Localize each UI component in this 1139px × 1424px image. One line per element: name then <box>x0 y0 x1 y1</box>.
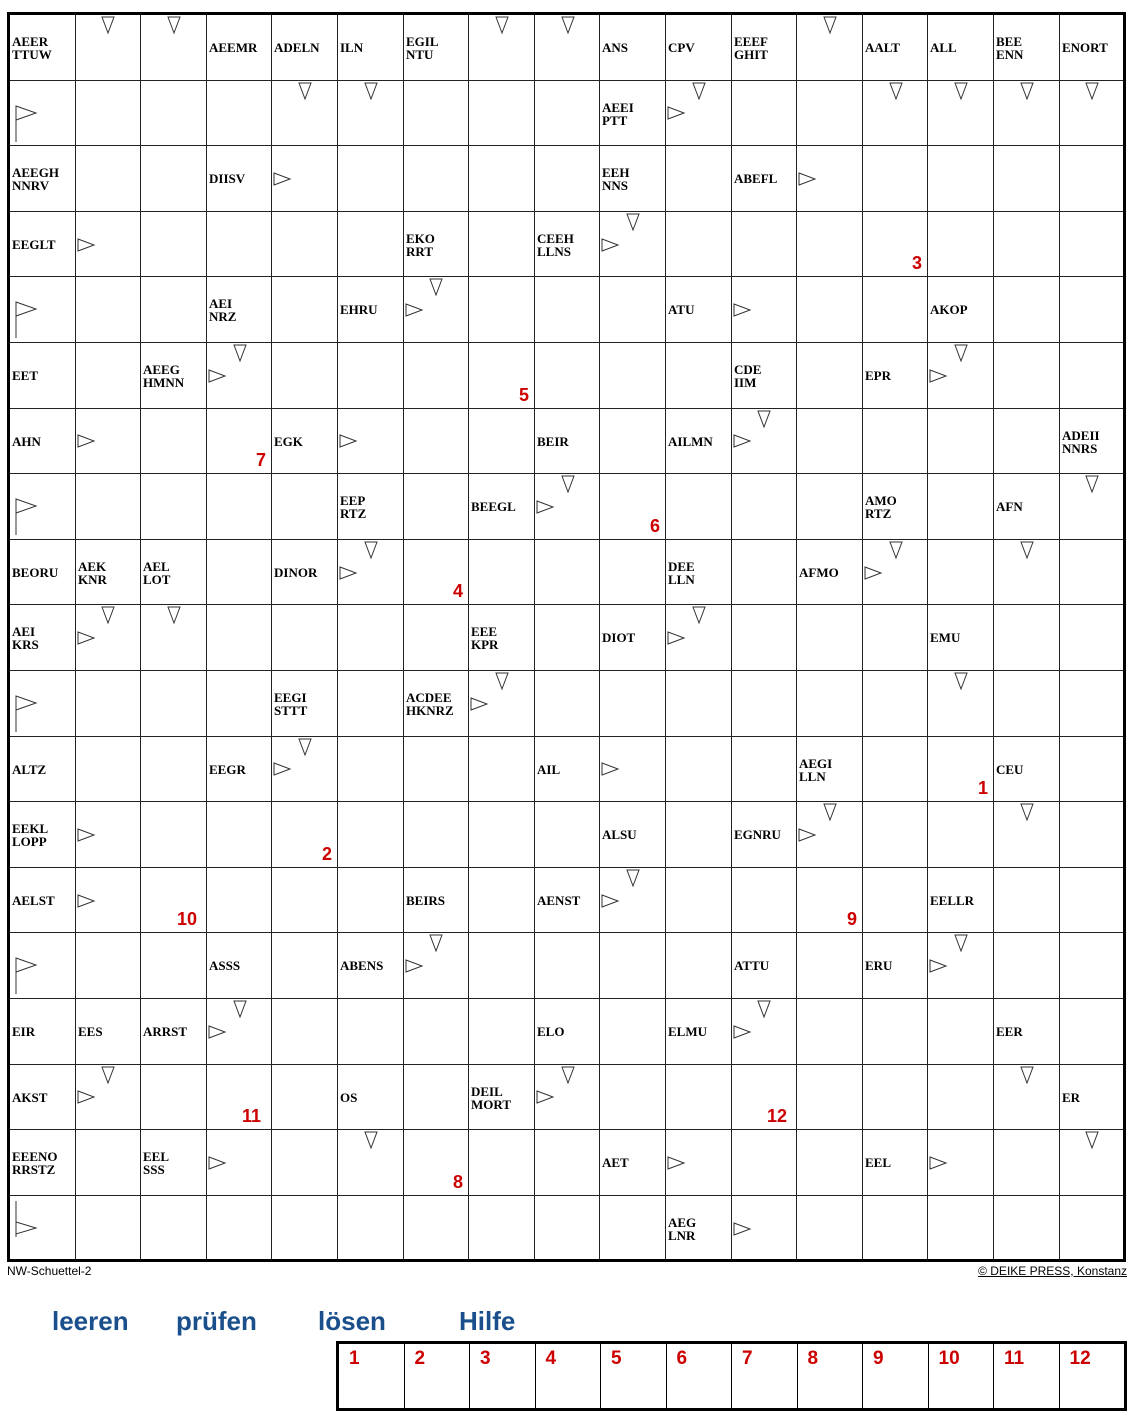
arrow-right-icon <box>798 172 816 186</box>
arrow-right-icon <box>536 1090 554 1104</box>
arrow-down-icon <box>626 213 640 231</box>
arrow-flag-icon <box>15 1200 39 1238</box>
arrow-down-icon <box>364 1131 378 1149</box>
grid-line <box>10 998 1123 999</box>
clue-cell: EPR <box>865 368 891 383</box>
arrow-down-icon <box>823 16 837 34</box>
clue-cell: EEGR <box>209 762 246 777</box>
solution-marker: 5 <box>519 385 530 405</box>
clue-cell: EEL <box>865 1155 892 1170</box>
clue-cell: AEGI LLN <box>799 756 833 784</box>
arrow-right-icon <box>929 959 947 973</box>
clue-cell: DIISV <box>209 171 246 186</box>
copyright-link[interactable]: © DEIKE PRESS, Konstanz <box>978 1264 1127 1278</box>
solution-marker: 6 <box>650 516 661 536</box>
solution-cell[interactable] <box>994 1344 1060 1408</box>
clue-cell: ILN <box>340 40 364 55</box>
arrow-right-icon <box>667 1156 685 1170</box>
arrow-flag-icon <box>15 957 39 995</box>
grid-line <box>10 1129 1123 1130</box>
help-button[interactable]: Hilfe <box>459 1306 516 1336</box>
clue-cell: ATTU <box>734 958 770 973</box>
clue-cell: DINOR <box>274 565 318 580</box>
check-button[interactable]: prüfen <box>176 1306 257 1336</box>
arrow-down-icon <box>954 82 968 100</box>
arrow-down-icon <box>823 803 837 821</box>
clue-cell: AFN <box>996 499 1023 514</box>
solution-marker: 8 <box>453 1172 464 1192</box>
clue-cell: ATU <box>668 302 695 317</box>
arrow-right-icon <box>273 172 291 186</box>
arrow-down-icon <box>364 541 378 559</box>
clue-cell: AEI NRZ <box>209 296 237 324</box>
grid-line <box>10 736 1123 737</box>
arrow-right-icon <box>339 434 357 448</box>
clue-cell: EET <box>12 368 39 383</box>
clue-cell: AFMO <box>799 565 839 580</box>
clue-cell: ABENS <box>340 958 384 973</box>
arrow-down-icon <box>1085 475 1099 493</box>
solution-number: 7 <box>742 1348 753 1369</box>
arrow-right-icon <box>667 106 685 120</box>
arrow-down-icon <box>1020 82 1034 100</box>
grid-line <box>75 15 76 1259</box>
grid-line <box>468 15 469 1259</box>
solution-cell[interactable] <box>732 1344 798 1408</box>
solution-marker: 3 <box>912 253 923 273</box>
clue-cell: EHRU <box>340 302 378 317</box>
arrow-down-icon <box>298 738 312 756</box>
arrow-down-icon <box>101 1066 115 1084</box>
arrow-right-icon <box>77 828 95 842</box>
clue-cell: OS <box>340 1090 358 1105</box>
grid-line <box>862 15 863 1259</box>
arrow-right-icon <box>77 894 95 908</box>
clue-cell: ABEFL <box>734 171 778 186</box>
solution-cell[interactable] <box>667 1344 733 1408</box>
arrow-down-icon <box>561 1066 575 1084</box>
arrow-down-icon <box>101 16 115 34</box>
arrow-right-icon <box>208 1156 226 1170</box>
clue-cell: ELMU <box>668 1024 707 1039</box>
arrow-down-icon <box>757 1000 771 1018</box>
grid-line <box>599 15 600 1259</box>
solution-marker: 12 <box>767 1106 788 1126</box>
clue-cell: AET <box>602 1155 629 1170</box>
arrow-right-icon <box>536 500 554 514</box>
arrow-right-icon <box>864 566 882 580</box>
arrow-down-icon <box>561 16 575 34</box>
clue-cell: AEK KNR <box>78 559 107 587</box>
solution-marker: 2 <box>322 844 333 864</box>
solution-number: 4 <box>545 1348 557 1369</box>
clear-button[interactable]: leeren <box>52 1306 129 1336</box>
clue-cell: DIOT <box>602 630 636 645</box>
solution-number: 6 <box>676 1348 688 1369</box>
clue-cell: AILMN <box>668 434 713 449</box>
solution-number: 8 <box>807 1348 819 1369</box>
arrow-right-icon <box>339 566 357 580</box>
clue-cell: EEGI STTT <box>274 690 308 718</box>
arrow-down-icon <box>757 410 771 428</box>
arrow-flag-icon <box>15 105 39 143</box>
clue-cell: BEEGL <box>471 499 516 514</box>
clue-cell: EEENO RRSTZ <box>12 1149 58 1177</box>
arrow-right-icon <box>273 762 291 776</box>
solution-marker: 9 <box>847 909 858 929</box>
solution-number: 2 <box>414 1348 426 1369</box>
clue-cell: EER <box>996 1024 1023 1039</box>
arrow-right-icon <box>929 369 947 383</box>
clue-cell: EMU <box>930 630 961 645</box>
grid-line <box>10 539 1123 540</box>
grid-line <box>993 15 994 1259</box>
arrow-right-icon <box>601 762 619 776</box>
clue-cell: AIL <box>537 762 561 777</box>
clue-cell: EIR <box>12 1024 36 1039</box>
clue-cell: AEEG HMNN <box>143 362 185 390</box>
clue-cell: EES <box>78 1024 103 1039</box>
grid-line <box>665 15 666 1259</box>
arrow-down-icon <box>1085 1131 1099 1149</box>
clue-cell: EKO RRT <box>406 231 435 259</box>
solution-cell[interactable] <box>470 1344 536 1408</box>
clue-cell: EELLR <box>930 893 975 908</box>
arrow-right-icon <box>77 238 95 252</box>
arrow-right-icon <box>77 1090 95 1104</box>
grid-line <box>10 1064 1123 1065</box>
solution-number: 3 <box>480 1348 491 1369</box>
clue-cell: EEL SSS <box>143 1149 170 1177</box>
clue-cell: AALT <box>865 40 900 55</box>
solution-cell[interactable] <box>405 1344 471 1408</box>
arrow-down-icon <box>1020 803 1034 821</box>
solution-number: 1 <box>349 1348 360 1369</box>
grid-line <box>206 15 207 1259</box>
arrow-flag-icon <box>15 695 39 733</box>
solution-marker: 10 <box>177 909 198 929</box>
arrow-down-icon <box>1020 541 1034 559</box>
arrow-down-icon <box>495 16 509 34</box>
clue-cell: EEEF GHIT <box>734 34 768 62</box>
solution-number: 12 <box>1069 1348 1091 1369</box>
arrow-down-icon <box>561 475 575 493</box>
solution-number: 11 <box>1004 1348 1025 1369</box>
solution-marker: 7 <box>256 450 267 470</box>
arrow-down-icon <box>889 541 903 559</box>
clue-cell: EEP RTZ <box>340 493 367 521</box>
arrow-down-icon <box>1020 1066 1034 1084</box>
clue-cell: ADELN <box>274 40 320 55</box>
clue-cell: ER <box>1062 1090 1081 1105</box>
arrow-down-icon <box>626 869 640 887</box>
clue-cell: DEIL MORT <box>471 1084 511 1112</box>
arrow-down-icon <box>429 934 443 952</box>
grid-line <box>10 276 1123 277</box>
clue-cell: AKST <box>12 1090 48 1105</box>
arrow-right-icon <box>405 303 423 317</box>
solution-marker: 1 <box>978 778 989 798</box>
clue-cell: EEE KPR <box>471 624 499 652</box>
clue-cell: EEH NNS <box>602 165 630 193</box>
solution-cell[interactable] <box>601 1344 667 1408</box>
clue-cell: BEIR <box>537 434 569 449</box>
grid-line <box>403 15 404 1259</box>
clue-cell: BEIRS <box>406 893 446 908</box>
clue-cell: AEER TTUW <box>12 34 52 62</box>
clue-cell: EGNRU <box>734 827 781 842</box>
clue-cell: AELST <box>12 893 55 908</box>
clue-cell: EGK <box>274 434 303 449</box>
grid-line <box>10 932 1123 933</box>
clue-cell: AENST <box>537 893 581 908</box>
arrow-right-icon <box>667 631 685 645</box>
grid-line <box>271 15 272 1259</box>
arrow-right-icon <box>208 369 226 383</box>
solve-button[interactable]: lösen <box>318 1306 386 1336</box>
arrow-right-icon <box>77 631 95 645</box>
solution-number: 9 <box>873 1348 884 1369</box>
grid-line <box>731 15 732 1259</box>
solution-number: 5 <box>611 1348 622 1369</box>
arrow-down-icon <box>233 344 247 362</box>
arrow-flag-icon <box>15 301 39 339</box>
clue-cell: ADEII NNRS <box>1062 428 1100 456</box>
arrow-down-icon <box>364 82 378 100</box>
clue-cell: DEE LLN <box>668 559 695 587</box>
grid-line <box>534 15 535 1259</box>
grid-line <box>10 342 1123 343</box>
arrow-right-icon <box>470 697 488 711</box>
clue-cell: AEG LNR <box>668 1215 697 1243</box>
solution-cell[interactable] <box>798 1344 864 1408</box>
clue-cell: AKOP <box>930 302 968 317</box>
solution-cell[interactable] <box>1060 1344 1125 1408</box>
arrow-right-icon <box>733 1222 751 1236</box>
grid-line <box>10 211 1123 212</box>
arrow-down-icon <box>101 606 115 624</box>
clue-cell: AEEI PTT <box>602 100 634 128</box>
puzzle-id-label: NW-Schuettel-2 <box>7 1264 92 1278</box>
grid-line <box>10 473 1123 474</box>
solution-cell[interactable] <box>929 1344 995 1408</box>
arrow-right-icon <box>733 434 751 448</box>
arrow-right-icon <box>405 959 423 973</box>
arrow-flag-icon <box>15 498 39 536</box>
solution-cell[interactable] <box>339 1344 405 1408</box>
clue-cell: CPV <box>668 40 695 55</box>
arrow-down-icon <box>233 1000 247 1018</box>
clue-cell: AMO RTZ <box>865 493 897 521</box>
grid-line <box>10 80 1123 81</box>
clue-cell: AEL LOT <box>143 559 171 587</box>
arrow-down-icon <box>495 672 509 690</box>
arrow-down-icon <box>429 278 443 296</box>
arrow-right-icon <box>601 238 619 252</box>
grid-line <box>10 145 1123 146</box>
grid-line <box>10 604 1123 605</box>
solution-marker: 11 <box>242 1106 262 1126</box>
solution-cell[interactable] <box>536 1344 602 1408</box>
clue-cell: CEEH LLNS <box>537 231 574 259</box>
arrow-down-icon <box>954 344 968 362</box>
arrow-right-icon <box>798 828 816 842</box>
arrow-down-icon <box>692 606 706 624</box>
grid-line <box>10 1195 1123 1196</box>
arrow-right-icon <box>733 303 751 317</box>
clue-cell: ALL <box>930 40 957 55</box>
clue-cell: EEGLT <box>12 237 56 252</box>
grid-line <box>10 867 1123 868</box>
grid-line <box>10 801 1123 802</box>
arrow-down-icon <box>954 934 968 952</box>
clue-cell: ASSS <box>209 958 241 973</box>
grid-line <box>140 15 141 1259</box>
grid-line <box>796 15 797 1259</box>
arrow-right-icon <box>929 1156 947 1170</box>
clue-cell: BEE ENN <box>996 34 1024 62</box>
clue-cell: CEU <box>996 762 1024 777</box>
solution-cell[interactable] <box>863 1344 929 1408</box>
clue-cell: ACDEE HKNRZ <box>406 690 454 718</box>
arrow-down-icon <box>954 672 968 690</box>
arrow-down-icon <box>692 82 706 100</box>
arrow-down-icon <box>167 16 181 34</box>
clue-cell: CDE IIM <box>734 362 762 390</box>
clue-cell: ELO <box>537 1024 565 1039</box>
solution-marker: 4 <box>453 581 464 601</box>
clue-cell: ERU <box>865 958 893 973</box>
arrow-down-icon <box>889 82 903 100</box>
clue-cell: ALTZ <box>12 762 47 777</box>
grid-line <box>927 15 928 1259</box>
arrow-down-icon <box>1085 82 1099 100</box>
clue-cell: ENORT <box>1062 40 1108 55</box>
crossword-grid[interactable] <box>7 12 1126 1262</box>
clue-cell: AHN <box>12 434 41 449</box>
arrow-down-icon <box>167 606 181 624</box>
clue-cell: EGIL NTU <box>406 34 439 62</box>
clue-cell: EEKL LOPP <box>12 821 49 849</box>
arrow-right-icon <box>77 434 95 448</box>
clue-cell: AEI KRS <box>12 624 39 652</box>
clue-cell: BEORU <box>12 565 59 580</box>
grid-line <box>10 670 1123 671</box>
clue-cell: ANS <box>602 40 629 55</box>
clue-cell: AEEMR <box>209 40 258 55</box>
grid-line <box>337 15 338 1259</box>
grid-line <box>10 408 1123 409</box>
arrow-right-icon <box>601 894 619 908</box>
grid-line <box>1059 15 1060 1259</box>
clue-cell: ALSU <box>602 827 637 842</box>
clue-cell: AEEGH NNRV <box>12 165 59 193</box>
solution-row <box>336 1341 1127 1411</box>
arrow-down-icon <box>298 82 312 100</box>
arrow-right-icon <box>733 1025 751 1039</box>
arrow-right-icon <box>208 1025 226 1039</box>
solution-number: 10 <box>938 1348 960 1369</box>
clue-cell: ARRST <box>143 1024 188 1039</box>
